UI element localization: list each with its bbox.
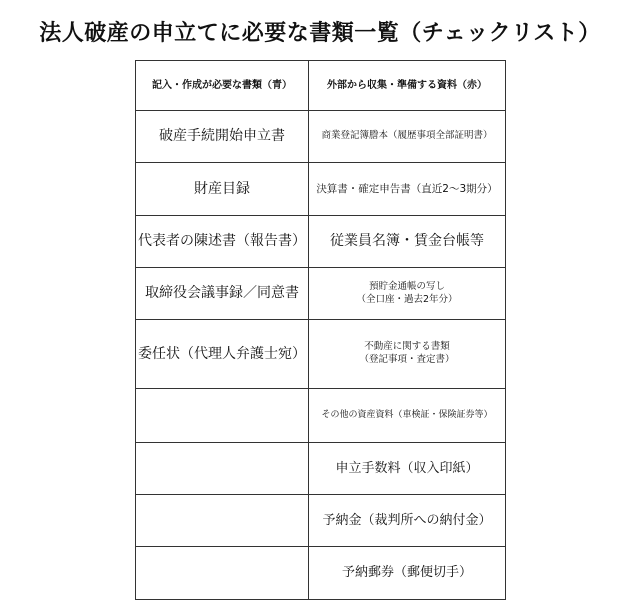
page-title: 法人破産の申立てに必要な書類一覧（チェックリスト）: [39, 21, 601, 46]
right-cell: 商業登記簿謄本（履歴事項全部証明書）: [309, 111, 506, 163]
left-cell-empty: [136, 443, 309, 495]
right-cell: 従業員名簿・賃金台帳等: [309, 216, 506, 268]
left-cell: 破産手続開始申立書: [136, 111, 309, 163]
left-cell-empty: [136, 547, 309, 600]
right-cell: 申立手数料（収入印紙）: [309, 443, 506, 495]
table-row: [136, 443, 506, 495]
left-cell: 委任状（代理人弁護士宛）: [136, 320, 309, 389]
table-row: [136, 111, 506, 163]
right-cell: その他の資産資料（車検証・保険証券等）: [309, 389, 506, 443]
left-cell: 取締役会議事録／同意書: [136, 268, 309, 320]
header-external-materials: 外部から収集・準備する資料（赤）: [309, 61, 506, 111]
table-row: [136, 320, 506, 389]
table-row: [136, 389, 506, 443]
table-header-row: [136, 61, 506, 111]
right-cell: [309, 320, 506, 389]
checklist-table: [135, 60, 506, 600]
table-row: [136, 163, 506, 216]
table-row: [136, 547, 506, 600]
right-cell-line: （登記事項・査定書）: [359, 354, 455, 365]
left-cell-empty: [136, 389, 309, 443]
right-cell-line: 不動産に関する書類: [364, 341, 450, 353]
table-row: [136, 216, 506, 268]
right-cell: 予納郵券（郵便切手）: [309, 547, 506, 600]
right-cell: 予納金（裁判所への納付金）: [309, 495, 506, 547]
table-row: [136, 495, 506, 547]
right-cell: [309, 268, 506, 320]
header-fill-in-documents: 記入・作成が必要な書類（青）: [136, 61, 309, 111]
right-cell-line: 預貯金通帳の写し: [368, 280, 445, 292]
left-cell: 代表者の陳述書（報告書）: [136, 216, 309, 268]
right-cell-line: （全口座・過去2年分）: [356, 293, 458, 305]
left-cell: 財産目録: [136, 163, 309, 216]
left-cell-empty: [136, 495, 309, 547]
right-cell: 決算書・確定申告書（直近2〜3期分）: [309, 163, 506, 216]
table-row: [136, 268, 506, 320]
